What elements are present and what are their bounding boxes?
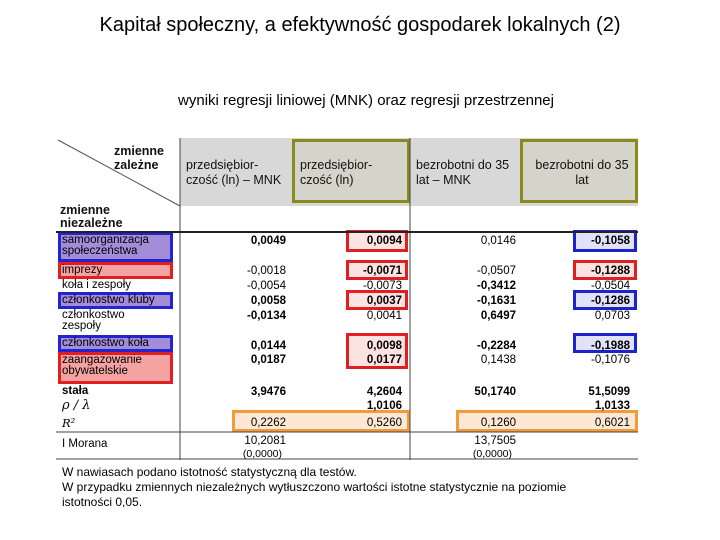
cell-r7-c4: 51,5099 (588, 386, 630, 398)
cell-r2-c4: -0,0504 (590, 280, 630, 292)
row-label-czlonkostwo-kola: członkostwo koła (62, 337, 149, 349)
row-label-moran: I Morana (62, 438, 108, 450)
cell-r3-c2: 0,0037 (366, 295, 402, 307)
cell-r6-c4: -0,1076 (590, 354, 630, 366)
cell-r0-c1: 0,0049 (250, 235, 286, 247)
cell-r9-c1: 0,2262 (250, 417, 286, 429)
cell-r0-c3: 0,0146 (480, 235, 516, 247)
row-label-stala: stała (62, 385, 89, 397)
cell-r1-c1: -0,0018 (246, 265, 286, 277)
column-header-4: bezrobotni do 35 lat (535, 158, 629, 187)
row-label-czlonkostwo-zespoly: członkostwo zespoły (62, 309, 125, 332)
page-subtitle: wyniki regresji liniowej (MNK) oraz regresji przestrzennej (178, 92, 554, 109)
cell-r6-c3: 0,1438 (480, 354, 516, 366)
column-header-2: przedsiębior- czość (ln) (300, 158, 373, 187)
cell-r2-c2: -0,0073 (362, 280, 402, 292)
cell-r9-c4: 0,6021 (594, 417, 630, 429)
cell-r3-c3: -0,1631 (476, 295, 516, 307)
page-title: Kapitał społeczny, a efektywność gospodarek lokalnych (2) (99, 14, 621, 36)
footnote-3: istotności 0,05. (62, 495, 143, 509)
footnote-2: W przypadku zmiennych niezależnych wytłuszczono wartości istotne statystycznie na poziomie (62, 480, 567, 494)
cell-r9-c3: 0,1260 (480, 417, 516, 429)
row-label-czlonkostwo-kluby: członkostwo kluby (62, 294, 155, 306)
cell-r10-c3: 13,7505 (474, 435, 516, 447)
cell-r4-c3: 0,6497 (480, 310, 516, 322)
cell-r6-c1: 0,0187 (250, 354, 286, 366)
regression-table (56, 138, 638, 460)
cell-r1-c4: -0,1288 (590, 265, 630, 277)
cell-r1-c2: -0,0071 (362, 265, 402, 277)
cell-r5-c1: 0,0144 (250, 340, 286, 352)
row-label-r2: R² (62, 416, 76, 430)
row-label-samoorganizacja: samoorganizacja społeczeństwa (62, 234, 149, 257)
column-header-3: bezrobotni do 35 lat – MNK (416, 158, 510, 187)
row-label-zaangazowanie: zaangażowanie obywatelskie (62, 354, 142, 377)
corner-independent-label: zmienne niezależne (60, 203, 123, 230)
column-header-1: przedsiębior- czość (ln) – MNK (186, 158, 282, 187)
footnote-1: W nawiasach podano istotność statystyczną dla testów. (62, 465, 357, 479)
cell-r8-c4: 1,0133 (594, 400, 630, 412)
cell-r4-c4: 0,0703 (594, 310, 630, 322)
cell-r6-c2: 0,0177 (366, 354, 402, 366)
cell-r5-c4: -0,1988 (590, 340, 630, 352)
row-label-rho-lambda: ρ / λ (62, 398, 91, 413)
cell-r0-c2: 0,0094 (366, 235, 402, 247)
corner-dependent-label: zmienne zależne (114, 144, 165, 172)
cell-r2-c3: -0,3412 (476, 280, 516, 292)
cell-r2-c1: -0,0054 (246, 280, 286, 292)
cell-r10-c1: 10,2081 (244, 435, 286, 447)
row-label-imprezy: imprezy (62, 264, 103, 276)
cell-r4-c2: 0,0041 (366, 310, 402, 322)
cell-r11-c1: (0,0000) (242, 448, 282, 460)
row-label-kola-zespoly: koła i zespoły (62, 279, 132, 291)
cell-r11-c3: (0,0000) (472, 448, 512, 460)
cell-r0-c4: -0,1058 (590, 235, 630, 247)
cell-r4-c1: -0,0134 (246, 310, 286, 322)
cell-r7-c3: 50,1740 (474, 386, 516, 398)
cell-r7-c2: 4,2604 (366, 386, 402, 398)
cell-r1-c3: -0,0507 (476, 265, 516, 277)
cell-r9-c2: 0,5260 (366, 417, 402, 429)
cell-r8-c2: 1,0106 (366, 400, 402, 412)
cell-r5-c2: 0,0098 (366, 340, 402, 352)
cell-r3-c4: -0,1286 (590, 295, 630, 307)
cell-r7-c1: 3,9476 (250, 386, 286, 398)
cell-r3-c1: 0,0058 (250, 295, 286, 307)
cell-r5-c3: -0,2284 (476, 340, 516, 352)
